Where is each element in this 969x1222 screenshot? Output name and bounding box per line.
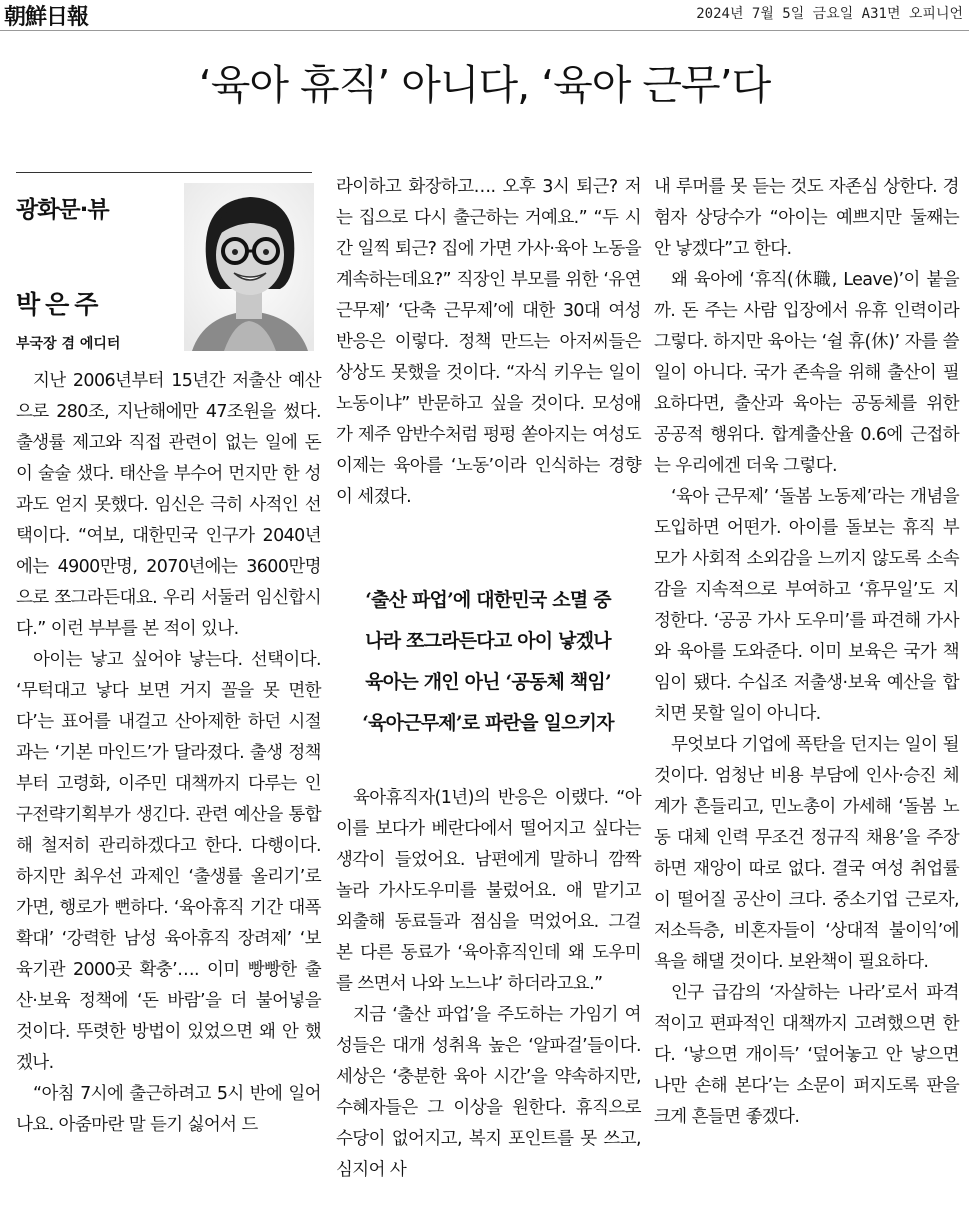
pull-quote-line: 육아는 개인 아닌 ‘공동체 책임’ — [365, 671, 611, 693]
paragraph: 인구 급감의 ‘자살하는 나라’로서 파격적이고 편파적인 대책까지 고려했으면 한다. ‘낳으면 개이득’ ‘덮어놓고 안 낳으면 나만 손해 본다’는 소문이 퍼지도록 판을 크게 흔들면 좋겠다. — [654, 983, 959, 1127]
edition-info: 2024년 7월 5일 금요일 A31면 오피니언 — [696, 6, 963, 22]
paragraph: 아이는 낳고 싶어야 낳는다. 선택이다. ‘무턱대고 낳다 보면 거지 꼴을 못 면한다’는 표어를 내걸고 산아제한 하던 시절과는 ‘기본 마인드’가 달라졌다. 출생 정책부터 고령화, 이주민 대책까지 다루는 인구전략기획부가 생긴다. 관련 예산을 통합해 철저히 관리하겠다고 한다. 다행이다. 하지만 최우선 과제인 ‘출생률 올리기’로 가면, 행로가 뻔하다. ‘육아휴직 기간 대폭 확대’ ‘강력한 남성 육아휴직 장려제’ ‘보육기관 2000곳 확충’…. 이미 빵빵한 출산·보육 정책에 ‘돈 바람’을 더 불어넣을 것이다. 뚜렷한 방법이 있었으면 왜 안 했겠나. — [16, 650, 321, 1073]
article-column-1 — [16, 366, 321, 1141]
author-photo — [184, 183, 314, 351]
paragraph: 왜 육아에 ‘휴직(休職, Leave)’이 붙을까. 돈 주는 사람 입장에서 유휴 인력이라 그렇다. 하지만 육아는 ‘쉴 휴(休)’ 자를 쓸 일이 아니다. 국가 존속을 위해 출산이 필요하다면, 출산과 육아는 공동체를 위한 공공적 행위다. 합계출산율 0.6에 근접하는 우리에겐 더욱 그렇다. — [654, 270, 959, 476]
paragraph: 지금 ‘출산 파업’을 주도하는 가임기 여성들은 대개 성취욕 높은 ‘알파걸’들이다. 세상은 ‘충분한 육아 시간’을 약속하지만, 수혜자들은 그 이상을 원한다. 휴직으로 수당이 없어지고, 복지 포인트를 못 쓰고, 심지어 사 — [336, 1005, 641, 1180]
article-column-3 — [654, 172, 959, 1133]
columnist-profile — [16, 172, 312, 353]
article-column-2-top — [336, 172, 641, 513]
pull-quote-line: ‘육아근무제’로 파란을 일으키자 — [362, 712, 614, 734]
article-column-2-bottom — [336, 783, 641, 1186]
paragraph: 지난 2006년부터 15년간 저출산 예산으로 280조, 지난해에만 47조원을 썼다. 출생률 제고와 직접 관련이 없는 일에 돈이 술술 샜다. 태산을 부수어 먼지만 한 성과도 얻지 못했다. 임신은 극히 사적인 선택이다. “여보, 대한민국 인구가 2040년에는 4900만명, 2070년에는 3600만명으로 쪼그라든대요. 우리 서둘러 임신합시다.” 이런 부부를 본 적이 있나. — [16, 371, 321, 639]
newspaper-logo: 朝鮮日報 — [4, 4, 89, 30]
column-name: 광화문·뷰 — [16, 197, 109, 223]
paragraph: 무엇보다 기업에 폭탄을 던지는 일이 될 것이다. 엄청난 비용 부담에 인사·승진 체계가 흔들리고, 민노총이 가세해 ‘돌봄 노동 대체 인력 무조건 정규직 채용’을 주장하면 재앙이 따로 없다. 결국 여성 취업률이 떨어질 공산이 크다. 중소기업 근로자, 저소득층, 비혼자들이 ‘상대적 불이익’에 욕을 해댈 것이다. 보완책이 필요하다. — [654, 735, 959, 972]
masthead — [0, 0, 969, 31]
paragraph: “아침 7시에 출근하려고 5시 반에 일어나요. 아줌마란 말 듣기 싫어서 드 — [16, 1084, 321, 1135]
article-headline: ‘육아 휴직’ 아니다, ‘육아 근무’다 — [198, 61, 771, 109]
paragraph: 육아휴직자(1년)의 반응은 이랬다. “아이를 보다가 베란다에서 떨어지고 싶다는 생각이 들었어요. 남편에게 말하니 깜짝 놀라 가사도우미를 불렀어요. 애 맡기고 외출해 동료들과 점심을 먹었어요. 그걸 본 다른 동료가 ‘육아휴직인데 왜 도우미를 쓰면서 나와 노느냐’ 하더라고요.” — [336, 788, 641, 994]
author-title: 부국장 겸 에디터 — [16, 336, 121, 352]
author-name: 박은주 — [16, 290, 104, 319]
pull-quote-line: 나라 쪼그라든다고 아이 낳겠나 — [365, 630, 611, 652]
paragraph: 내 루머를 못 듣는 것도 자존심 상한다. 경험자 상당수가 “아이는 예쁘지만 둘째는 안 낳겠다”고 한다. — [654, 177, 959, 259]
pull-quote-line: ‘출산 파업’에 대한민국 소멸 중 — [365, 589, 611, 611]
paragraph: ‘육아 근무제’ ‘돌봄 노동제’라는 개념을 도입하면 어떤가. 아이를 돌보는 휴직 부모가 사회적 소외감을 느끼지 않도록 소속감을 지속적으로 부여하고 ‘휴무일’도 지정한다. ‘공공 가사 도우미’를 파견해 가사와 육아를 도와준다. 이미 보육은 국가 책임이 됐다. 수십조 저출생·보육 예산을 합치면 못할 일이 아니다. — [654, 487, 959, 724]
pull-quote — [330, 580, 646, 744]
paragraph: 라이하고 화장하고…. 오후 3시 퇴근? 저는 집으로 다시 출근하는 거예요.” “두 시간 일찍 퇴근? 집에 가면 가사·육아 노동을 계속하는데요?” 직장인 부모를 위한 ‘유연 근무제’ ‘단축 근무제’에 대한 30대 여성 반응은 이렇다. 정책 만드는 아저씨들은 상상도 못했을 것이다. “자식 키우는 일이 노동이냐” 반문하고 싶을 것이다. 모성애가 제주 암반수처럼 펑펑 쏟아지는 여성도 이제는 육아를 ‘노동’이라 인식하는 경향이 세졌다. — [336, 177, 641, 507]
